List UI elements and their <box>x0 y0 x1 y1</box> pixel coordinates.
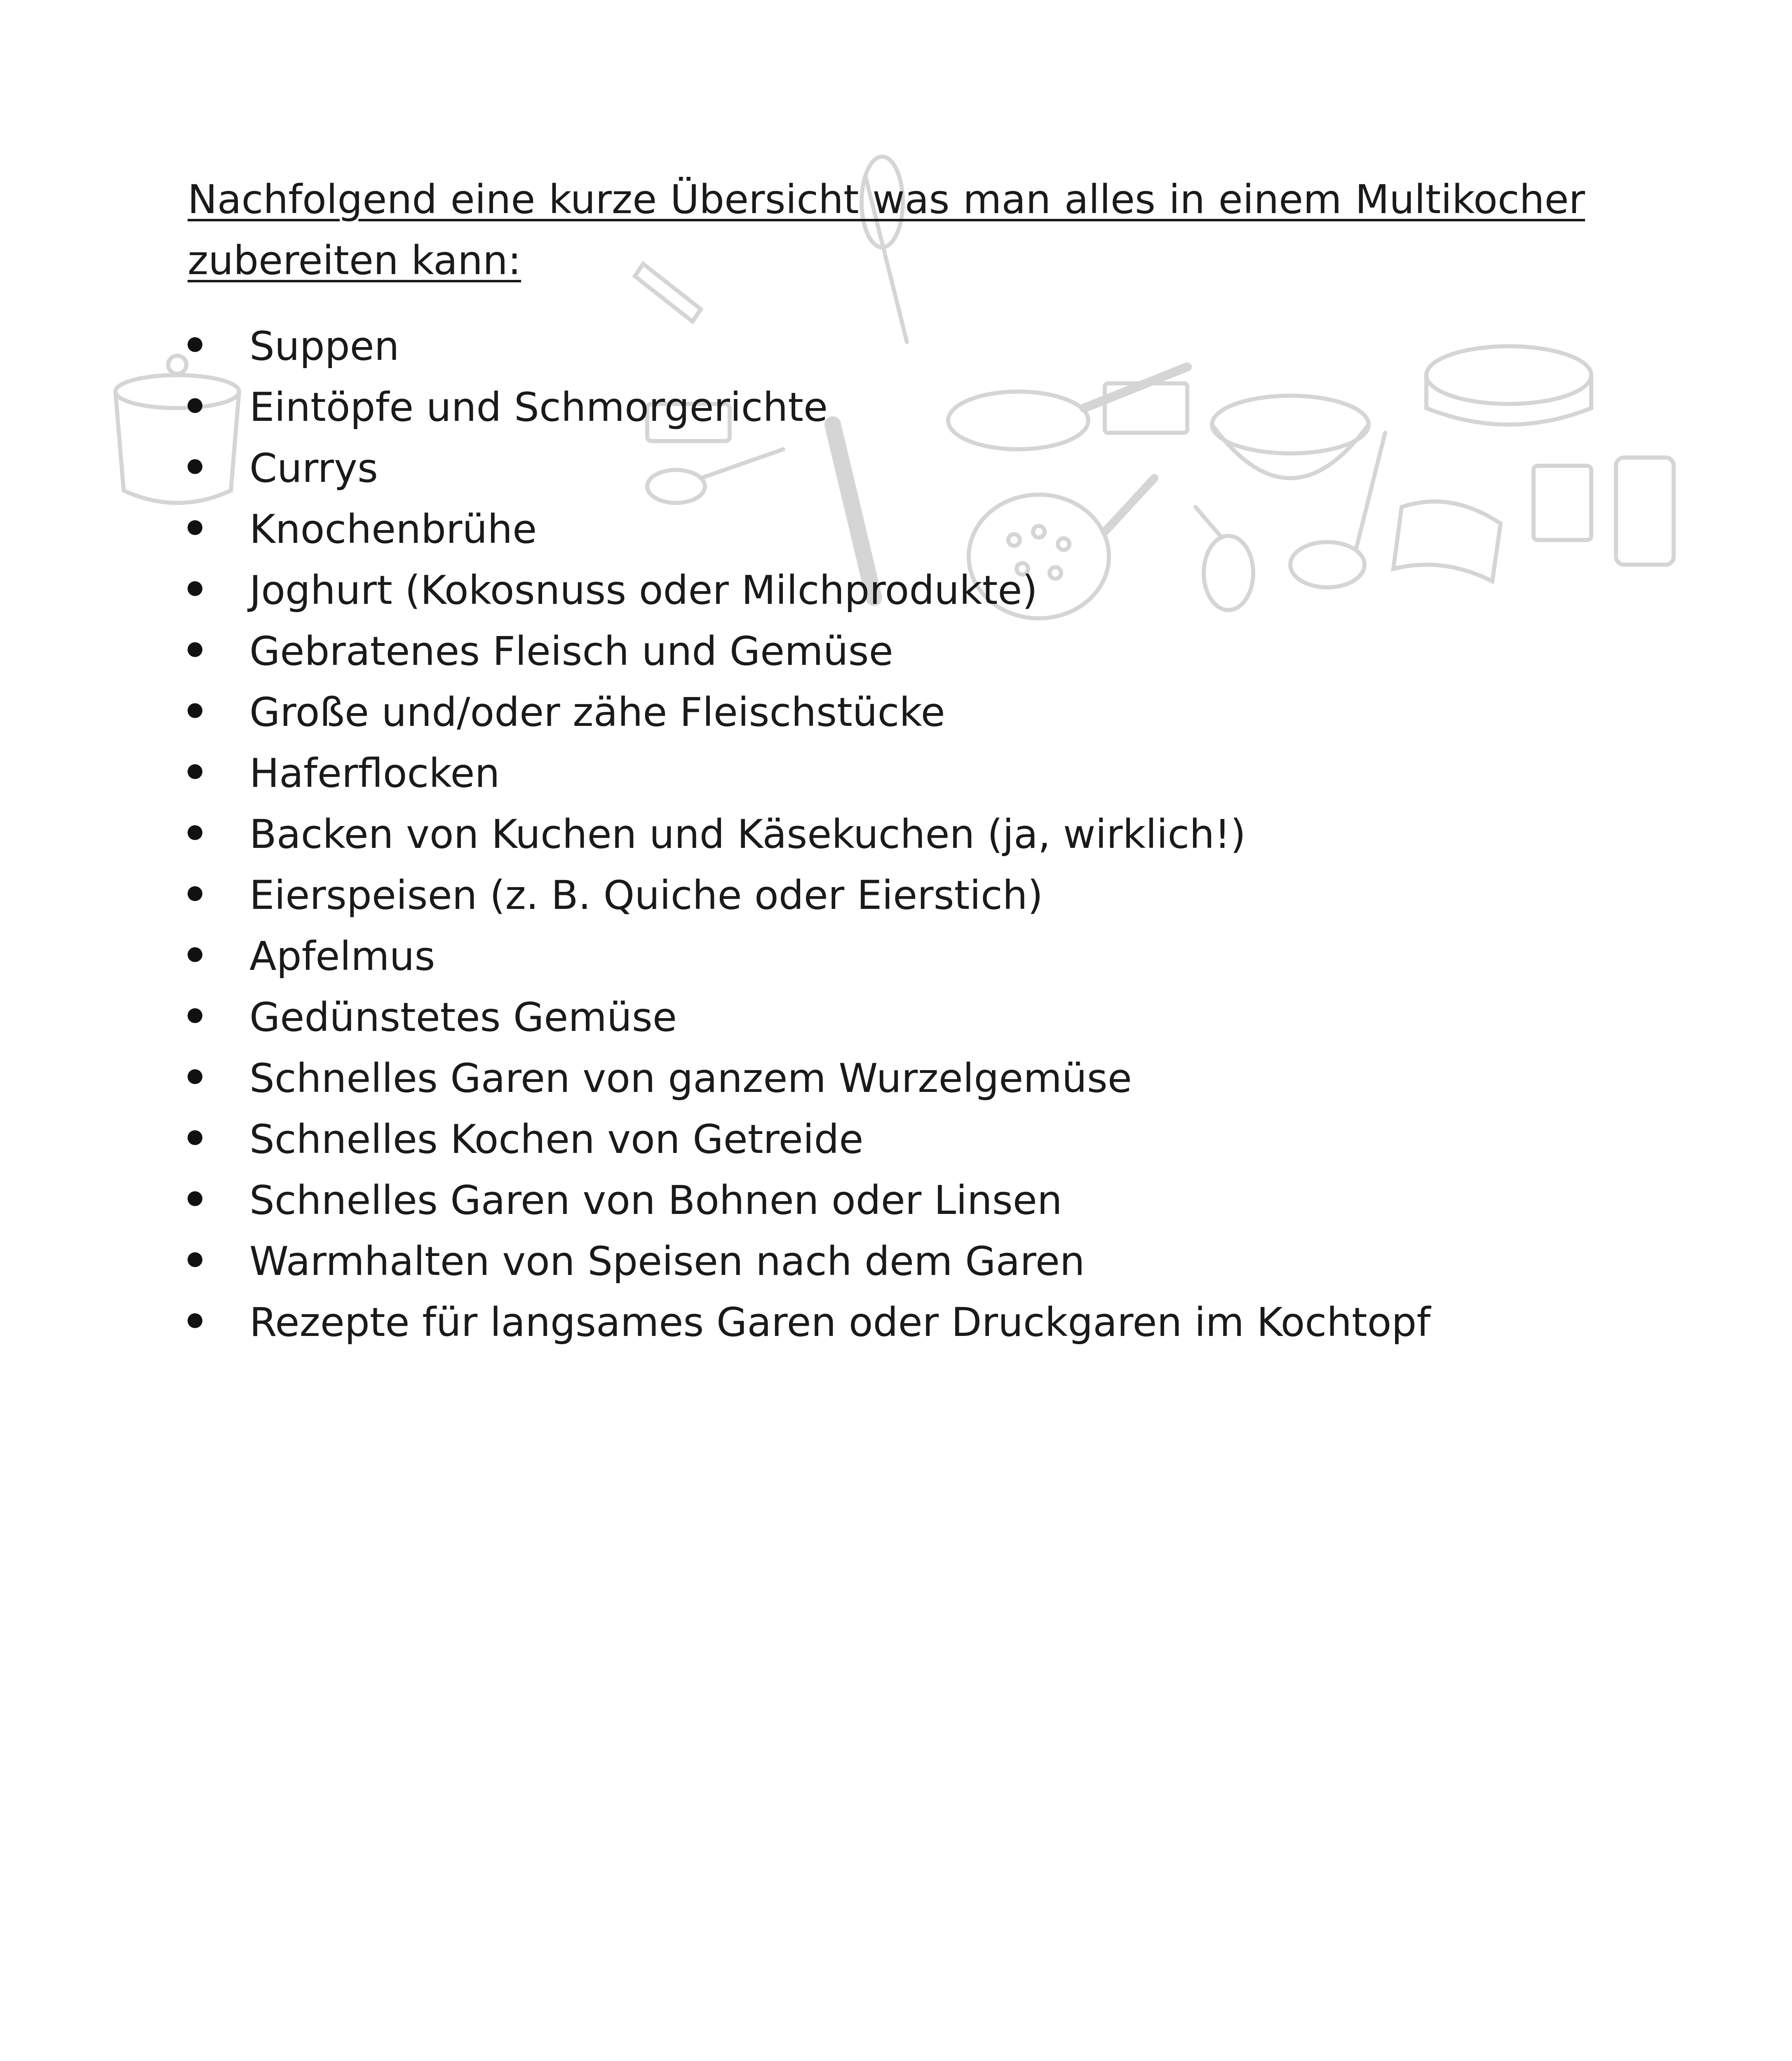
list-item <box>188 1231 1585 1292</box>
bullet-icon <box>188 1130 202 1145</box>
bullet-icon <box>188 764 202 779</box>
list-item <box>188 1170 1585 1231</box>
list-item <box>188 1292 1585 1353</box>
list-item-text: Warmhalten von Speisen nach dem Garen <box>249 1238 1085 1284</box>
bullet-icon <box>188 886 202 901</box>
list-item <box>188 987 1585 1048</box>
list-item-text: Knochenbrühe <box>249 506 537 552</box>
list-item <box>188 682 1585 743</box>
list-item-text: Currys <box>249 445 378 491</box>
bullet-icon <box>188 703 202 718</box>
bullet-icon <box>188 337 202 352</box>
list-item <box>188 377 1585 438</box>
list-item-text: Eierspeisen (z. B. Quiche oder Eierstich) <box>249 872 1043 918</box>
dish-list <box>188 316 1585 1353</box>
bullet-icon <box>188 520 202 535</box>
list-item <box>188 316 1585 377</box>
bullet-icon <box>188 825 202 840</box>
bullet-icon <box>188 1191 202 1206</box>
list-item <box>188 865 1585 926</box>
list-item-text: Schnelles Kochen von Getreide <box>249 1116 864 1162</box>
list-item-text: Rezepte für langsames Garen oder Druckgaren im Kochtopf <box>249 1299 1431 1345</box>
list-item-text: Gebratenes Fleisch und Gemüse <box>249 628 893 674</box>
bullet-icon <box>188 581 202 596</box>
list-item <box>188 1109 1585 1170</box>
bullet-icon <box>188 398 202 413</box>
bullet-icon <box>188 642 202 657</box>
bullet-icon <box>188 1008 202 1023</box>
list-item-text: Apfelmus <box>249 933 435 979</box>
list-item <box>188 743 1585 804</box>
bullet-icon <box>188 947 202 962</box>
list-item <box>188 499 1585 560</box>
list-item-text: Backen von Kuchen und Käsekuchen (ja, wirklich!) <box>249 811 1246 857</box>
list-item <box>188 926 1585 987</box>
list-item-text: Schnelles Garen von ganzem Wurzelgemüse <box>249 1055 1132 1101</box>
bullet-icon <box>188 1069 202 1084</box>
bullet-icon <box>188 1313 202 1328</box>
list-item-text: Große und/oder zähe Fleischstücke <box>249 689 945 735</box>
list-item <box>188 621 1585 682</box>
list-item-text: Haferflocken <box>249 750 500 796</box>
list-item <box>188 804 1585 865</box>
list-item-text: Schnelles Garen von Bohnen oder Linsen <box>249 1177 1062 1223</box>
main-content <box>188 169 1585 1353</box>
list-item-text: Eintöpfe und Schmorgerichte <box>249 384 828 430</box>
list-item-text: Joghurt (Kokosnuss oder Milchprodukte) <box>249 567 1038 613</box>
section-heading: Nachfolgend eine kurze Übersicht was man alles in einem Multikocher zubereiten kann: <box>188 176 1585 284</box>
list-item <box>188 560 1585 621</box>
list-item-text: Suppen <box>249 323 399 369</box>
bullet-icon <box>188 1252 202 1267</box>
list-item <box>188 1048 1585 1109</box>
list-item <box>188 438 1585 499</box>
list-item-text: Gedünstetes Gemüse <box>249 994 677 1040</box>
bullet-icon <box>188 459 202 474</box>
